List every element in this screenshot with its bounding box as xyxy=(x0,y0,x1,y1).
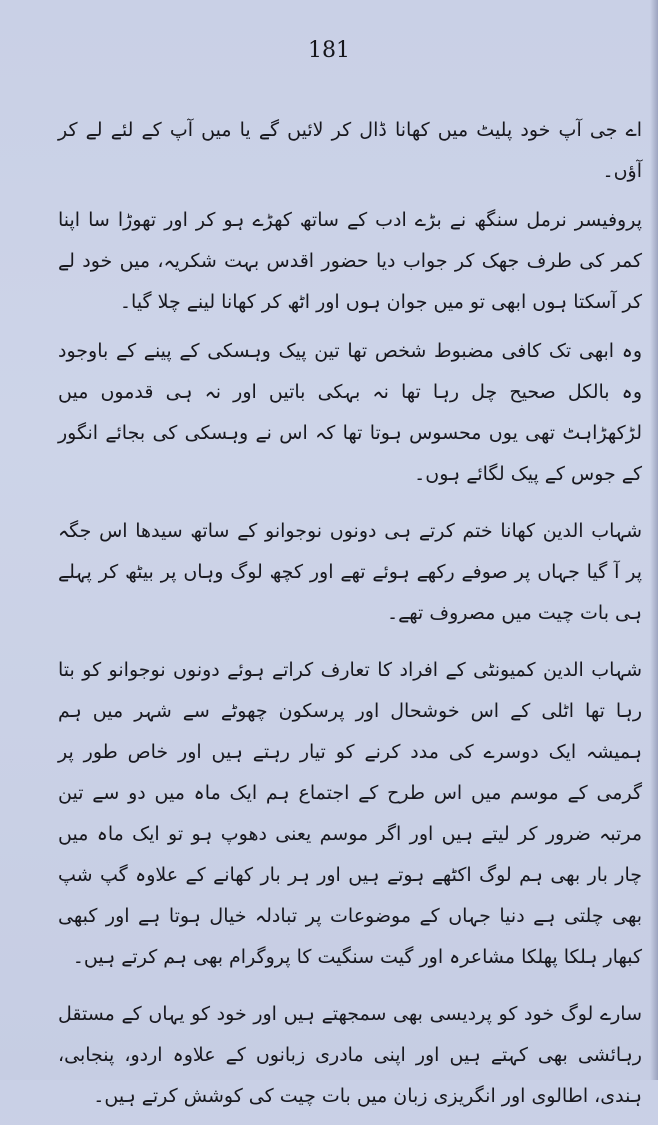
paragraph-1: اے جی آپ خود پلیٹ میں کھانا ڈال کر لائیں گے یا میں آپ کے لئے لے کر آؤں۔ xyxy=(58,119,642,182)
paragraph-4: شہاب الدین کھانا ختم کرتے ہی دونوں نوجوانو کے ساتھ سیدھا اس جگہ پر آ گیا جہاں پر صوفے رکھے ہوئے تھے اور کچھ لوگ وہاں پر بیٹھ کر پہلے ہی بات چیت میں مصروف تھے۔ xyxy=(58,520,642,624)
paragraph-6: سارے لوگ خود کو پردیسی بھی سمجھتے ہیں اور خود کو یہاں کے مستقل رہائشی بھی کہتے ہیں اور اپنی مادری زبانوں کے علاوہ اردو، پنجابی، ہندی، اطالوی اور انگریزی زبان میں بات چیت کی کوشش کرتے ہیں۔ xyxy=(58,1003,642,1107)
page-body-text xyxy=(58,110,642,1125)
page-number: 181 xyxy=(308,38,350,63)
page-edge-shadow xyxy=(650,0,658,1080)
paragraph-3: وہ ابھی تک کافی مضبوط شخص تھا تین پیک وہسکی کے پینے کے باوجود وہ بالکل صحیح چل رہا تھا نہ بہکی باتیں اور نہ ہی قدموں میں لڑکھڑاہٹ تھی یوں محسوس ہوتا تھا کہ اس نے وہسکی کی بجائے انگور کے جوس کے پیک لگائے ہوں۔ xyxy=(58,340,642,485)
paragraph-2: پروفیسر نرمل سنگھ نے بڑے ادب کے ساتھ کھڑے ہو کر اور تھوڑا سا اپنا کمر کی طرف جھک کر جواب دیا حضور اقدس بہت شکریہ، میں خود لے کر آسکتا ہوں ابھی تو میں جوان ہوں اور اٹھ کر کھانا لینے چلا گیا۔ xyxy=(58,209,642,313)
paragraph-5: شہاب الدین کمیونٹی کے افراد کا تعارف کراتے ہوئے دونوں نوجوانو کو بتا رہا تھا اٹلی کے اس خوشحال اور پرسکون چھوٹے سے شہر میں ہم ہمیشہ ایک دوسرے کی مدد کرنے کو تیار رہتے ہیں اور خاص طور پر گرمی کے موسم میں اس طرح کے اجتماع ہم ایک ماہ میں دو سے تین مرتبہ ضرور کر لیتے ہیں اور اگر موسم یعنی دھوپ ہو تو ایک ماہ میں چار بار بھی ہم لوگ اکٹھے ہوتے ہیں اور ہر بار کھانے کے علاوہ گپ شپ بھی چلتی ہے دنیا جہاں کے موضوعات پر تبادلہ خیال ہوتا ہے اور کبھی کبھار ہلکا پھلکا مشاعرہ اور گیت سنگیت کا پروگرام بھی ہم کرتے ہیں۔ xyxy=(58,659,642,968)
